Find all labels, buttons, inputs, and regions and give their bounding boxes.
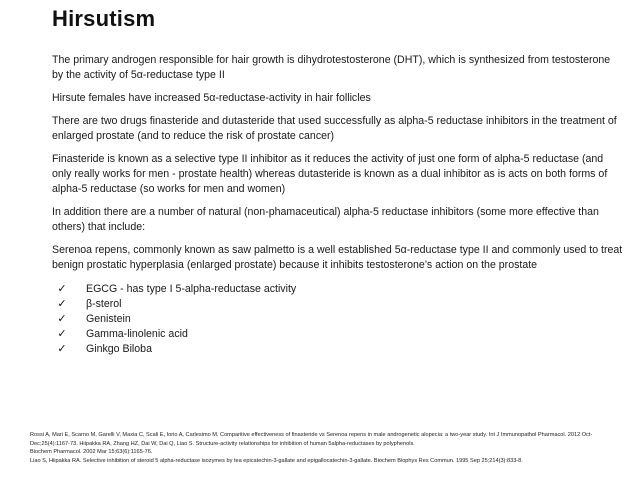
list-item [52, 327, 624, 342]
references [30, 431, 630, 465]
list-item [52, 297, 624, 312]
paragraph-serenoa-repens: Serenoa repens, commonly known as saw palmetto is a well established 5α-reductase type II and commonly used to treat benign prostatic hyperplasia (enlarged prostate) because it inhibits testosterone’s action on the prostate [52, 244, 623, 271]
reference-biochem-pharmacol: Biochem Pharmacol. 2002 Mar 15;63(6):1165-76. [30, 449, 153, 456]
paragraph-natural-inhibitors: In addition there are a number of natural (non-phamaceutical) alpha-5 reductase inhibitors (some more effective than others) that include: [52, 206, 599, 233]
list-item [52, 282, 624, 297]
paragraph-finasteride: Finasteride is known as a selective type II inhibitor as it reduces the activity of just one form of alpha-5 reductase (and only really works for men - prostate health) whereas dutasteride is known as a dual inhibitor as is acts on both forms of alpha-5 reductase (so works for men and women) [52, 153, 608, 195]
paragraph-hirsute-females: Hirsute females have increased 5α-reductase-activity in hair follicles [52, 92, 371, 104]
inhibitor-label: Gamma-linolenic acid [86, 328, 188, 340]
checkmark-icon: ✓ [57, 343, 67, 355]
list-item [52, 312, 624, 327]
inhibitor-label: β-sterol [86, 298, 122, 310]
reference-liao: Liao S, Hiipakka RA. Selective inhibition of steroid 5 alpha-reductase isozymes by tea epicatechin-3-gallate and epigallocatechin-3-gallate. Biochem Biophys Res Commun. 1995 Sep 25;214(3):833-8. [30, 457, 523, 464]
checkmark-icon: ✓ [57, 298, 67, 310]
paragraph-dht: The primary androgen responsible for hair growth is dihydrotestosterone (DHT), which is synthesized from testosterone by the activity of 5α-reductase type II [52, 54, 611, 81]
slide-title: Hirsutism [52, 6, 156, 31]
inhibitor-label: EGCG - has type I 5-alpha-reductase activity [86, 283, 297, 295]
checkmark-icon: ✓ [57, 283, 67, 295]
slide-body [52, 53, 624, 357]
paragraph-drugs: There are two drugs finasteride and dutasteride that used successfully as alpha-5 reductase inhibitors in the treatment of enlarged prostate (and to reduce the risk of prostate cancer) [52, 115, 617, 142]
inhibitor-label: Ginkgo Biloba [86, 343, 152, 355]
checkmark-icon: ✓ [57, 313, 67, 325]
reference-rossi: Rossi A, Mari E, Scarno M, Garelli V, Maxia C, Scali E, Iorio A, Carlesimo M. Comparitive effectiveness of finasteride vs Serenoa repens in male androgenetic alopecia: a two-year study. Int J Immunopathol Pharmacol. 2012 Oct-Dec;25(4):1167-73. Hiipakka RA, Zhang HZ, Dai W, Dai Q, Liao S. Structure-activity relationships for inhibition of human 5alpha-reductases by polyphenols. [30, 432, 593, 447]
checkmark-icon: ✓ [57, 328, 67, 340]
inhibitor-checklist [52, 282, 624, 357]
inhibitor-label: Genistein [86, 313, 131, 325]
list-item [52, 342, 624, 357]
